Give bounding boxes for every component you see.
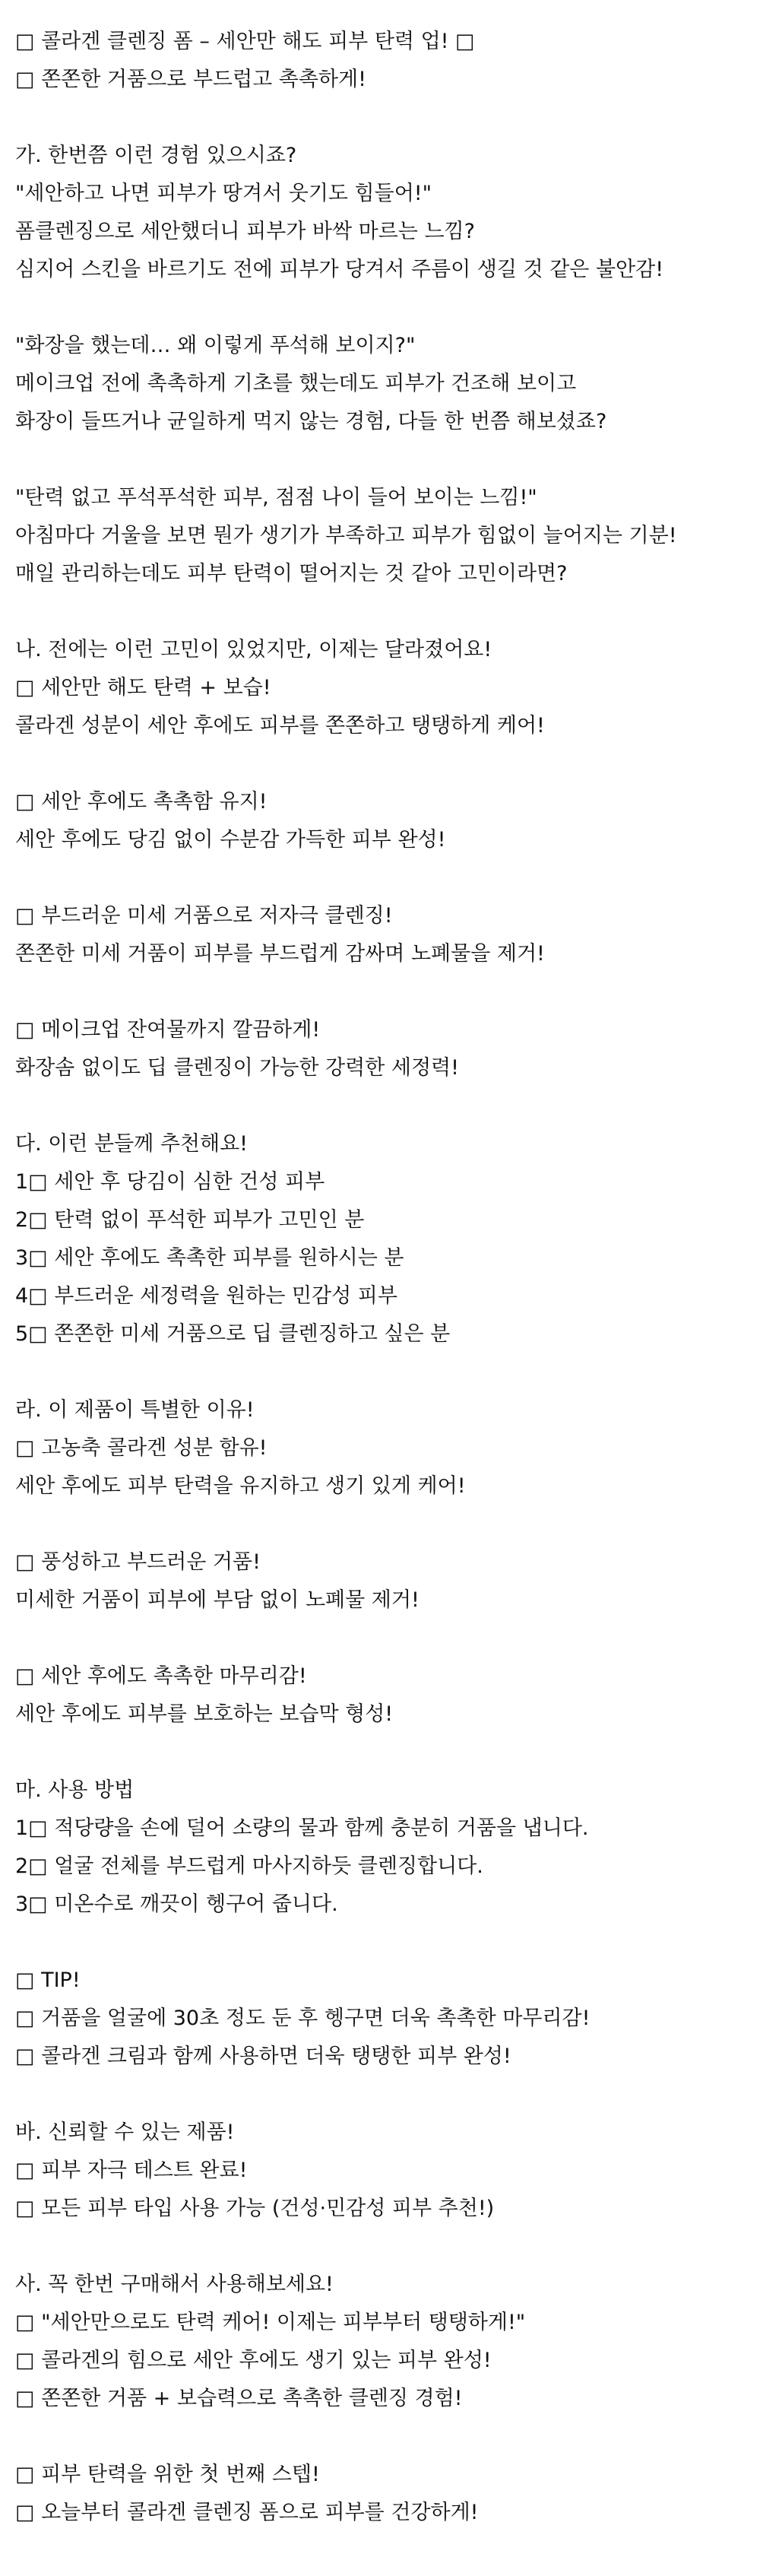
- paragraph-gap: [15, 1620, 760, 1658]
- section-heading-ma: 마. 사용 방법: [15, 1778, 135, 1802]
- text-line: 세안 후에도 피부 탄력을 유지하고 생기 있게 케어!: [15, 1474, 466, 1498]
- numbered-item: 5□ 쫀쫀한 미세 거품으로 딥 클렌징하고 싶은 분: [15, 1322, 451, 1346]
- paragraph-12: [15, 1658, 760, 1734]
- bullet-line: □ 세안 후에도 촉촉함 유지!: [15, 790, 268, 814]
- paragraph-gap: [15, 1353, 760, 1391]
- bullet-line: □ 세안 후에도 촉촉한 마무리감!: [15, 1664, 307, 1688]
- paragraph-gap: [15, 1734, 760, 1772]
- paragraph-16: [15, 2266, 760, 2418]
- paragraph-gap: [15, 593, 760, 631]
- paragraph-15: [15, 2114, 760, 2228]
- bullet-line: □ 부드러운 미세 거품으로 저자극 클렌징!: [15, 904, 393, 928]
- subtitle-line: □ 쫀쫀한 거품으로 부드럽고 촉촉하게!: [15, 68, 366, 91]
- bullet-line: □ "세안만으로도 탄력 케어! 이제는 피부부터 탱탱하게!": [15, 2311, 526, 2334]
- numbered-item: 4□ 부드러운 세정력을 원하는 민감성 피부: [15, 1284, 397, 1308]
- numbered-step: 3□ 미온수로 깨끗이 헹구어 줍니다.: [15, 1892, 338, 1916]
- bullet-line: □ 거품을 얼굴에 30초 정도 둔 후 헹구면 더욱 촉촉한 마무리감!: [15, 2007, 591, 2030]
- bullet-line: □ 피부 자극 테스트 완료!: [15, 2159, 248, 2182]
- paragraph-14: [15, 1962, 760, 2076]
- bullet-line: □ 풍성하고 부드러운 거품!: [15, 1550, 261, 1574]
- paragraph-gap: [15, 1087, 760, 1125]
- paragraph-gap: [15, 859, 760, 897]
- text-line: 폼클렌징으로 세안했더니 피부가 바싹 마르는 느낌?: [15, 220, 475, 243]
- paragraph-gap: [15, 2418, 760, 2456]
- paragraph-11: [15, 1543, 760, 1620]
- text-line: 미세한 거품이 피부에 부담 없이 노폐물 제거!: [15, 1588, 420, 1612]
- paragraph-gap: [15, 2076, 760, 2114]
- text-line: 세안 후에도 피부를 보호하는 보습막 형성!: [15, 1702, 394, 1726]
- paragraph-gap: [15, 99, 760, 137]
- paragraph-9: [15, 1125, 760, 1353]
- numbered-item: 3□ 세안 후에도 촉촉한 피부를 원하시는 분: [15, 1246, 404, 1270]
- text-line: 화장솜 없이도 딥 클렌징이 가능한 강력한 세정력!: [15, 1056, 459, 1080]
- title-line: □ 콜라겐 클렌징 폼 – 세안만 해도 피부 탄력 업! □: [15, 30, 475, 53]
- text-line: 세안 후에도 당김 없이 수분감 가득한 피부 완성!: [15, 828, 446, 852]
- text-line: "세안하고 나면 피부가 땅겨서 웃기도 힘들어!": [15, 182, 432, 205]
- bullet-line: □ 콜라겐 크림과 함께 사용하면 더욱 탱탱한 피부 완성!: [15, 2045, 511, 2068]
- paragraph-gap: [15, 289, 760, 327]
- bullet-line: □ 오늘부터 콜라겐 클렌징 폼으로 피부를 건강하게!: [15, 2501, 479, 2524]
- text-line: 메이크업 전에 촉촉하게 기초를 했는데도 피부가 건조해 보이고: [15, 372, 577, 395]
- tip-heading: □ TIP!: [15, 1968, 81, 1992]
- paragraph-8: [15, 1011, 760, 1087]
- text-line: 심지어 스킨을 바르기도 전에 피부가 당겨서 주름이 생길 것 같은 불안감!: [15, 258, 664, 281]
- section-heading-ba: 바. 신뢰할 수 있는 제품!: [15, 2121, 235, 2144]
- text-line: 화장이 들뜨거나 균일하게 먹지 않는 경험, 다들 한 번쯤 해보셨죠?: [15, 410, 607, 433]
- numbered-item: 2□ 탄력 없이 푸석한 피부가 고민인 분: [15, 1208, 365, 1232]
- paragraph-4: [15, 479, 760, 593]
- paragraph-10: [15, 1391, 760, 1505]
- bullet-line: □ 메이크업 잔여물까지 깔끔하게!: [15, 1018, 321, 1042]
- bullet-line: □ 피부 탄력을 위한 첫 번째 스텝!: [15, 2463, 320, 2486]
- bullet-line: □ 모든 피부 타입 사용 가능 (건성·민감성 피부 추천!): [15, 2197, 495, 2220]
- paragraph-3: [15, 327, 760, 441]
- text-line: 쫀쫀한 미세 거품이 피부를 부드럽게 감싸며 노폐물을 제거!: [15, 942, 545, 966]
- paragraph-2: [15, 137, 760, 289]
- paragraph-5: [15, 631, 760, 745]
- section-heading-sa: 사. 꼭 한번 구매해서 사용해보세요!: [15, 2273, 334, 2296]
- paragraph-13: [15, 1772, 760, 1924]
- paragraph-17: [15, 2456, 760, 2532]
- numbered-step: 1□ 적당량을 손에 덜어 소량의 물과 함께 충분히 거품을 냅니다.: [15, 1816, 589, 1840]
- bullet-line: □ 쫀쫀한 거품 + 보습력으로 촉촉한 클렌징 경험!: [15, 2387, 463, 2410]
- paragraph-gap: [15, 441, 760, 479]
- numbered-step: 2□ 얼굴 전체를 부드럽게 마사지하듯 클렌징합니다.: [15, 1854, 483, 1878]
- section-heading-na: 나. 전에는 이런 고민이 있었지만, 이제는 달라졌어요!: [15, 638, 492, 661]
- section-heading-da: 다. 이런 분들께 추천해요!: [15, 1132, 248, 1156]
- paragraph-gap: [15, 745, 760, 783]
- text-line: 콜라겐 성분이 세안 후에도 피부를 쫀쫀하고 탱탱하게 케어!: [15, 714, 545, 738]
- text-line: 아침마다 거울을 보면 뭔가 생기가 부족하고 피부가 힘없이 늘어지는 기분!: [15, 524, 677, 547]
- text-line: "화장을 했는데… 왜 이렇게 푸석해 보이지?": [15, 334, 416, 357]
- section-heading-ra: 라. 이 제품이 특별한 이유!: [15, 1398, 255, 1422]
- section-heading-ga: 가. 한번쯤 이런 경험 있으시죠?: [15, 144, 297, 167]
- paragraph-1: [15, 23, 760, 99]
- paragraph-6: [15, 783, 760, 859]
- text-line: 매일 관리하는데도 피부 탄력이 떨어지는 것 같아 고민이라면?: [15, 562, 568, 585]
- bullet-line: □ 콜라겐의 힘으로 세안 후에도 생기 있는 피부 완성!: [15, 2349, 492, 2372]
- paragraph-gap: [15, 1505, 760, 1543]
- bullet-line: □ 고농축 콜라겐 성분 함유!: [15, 1436, 268, 1460]
- paragraph-7: [15, 897, 760, 973]
- bullet-line: □ 세안만 해도 탄력 + 보습!: [15, 676, 271, 700]
- paragraph-gap: [15, 973, 760, 1011]
- paragraph-gap: [15, 2228, 760, 2266]
- paragraph-gap: [15, 1924, 760, 1962]
- text-line: "탄력 없고 푸석푸석한 피부, 점점 나이 들어 보이는 느낌!": [15, 486, 537, 509]
- numbered-item: 1□ 세안 후 당김이 심한 건성 피부: [15, 1170, 325, 1194]
